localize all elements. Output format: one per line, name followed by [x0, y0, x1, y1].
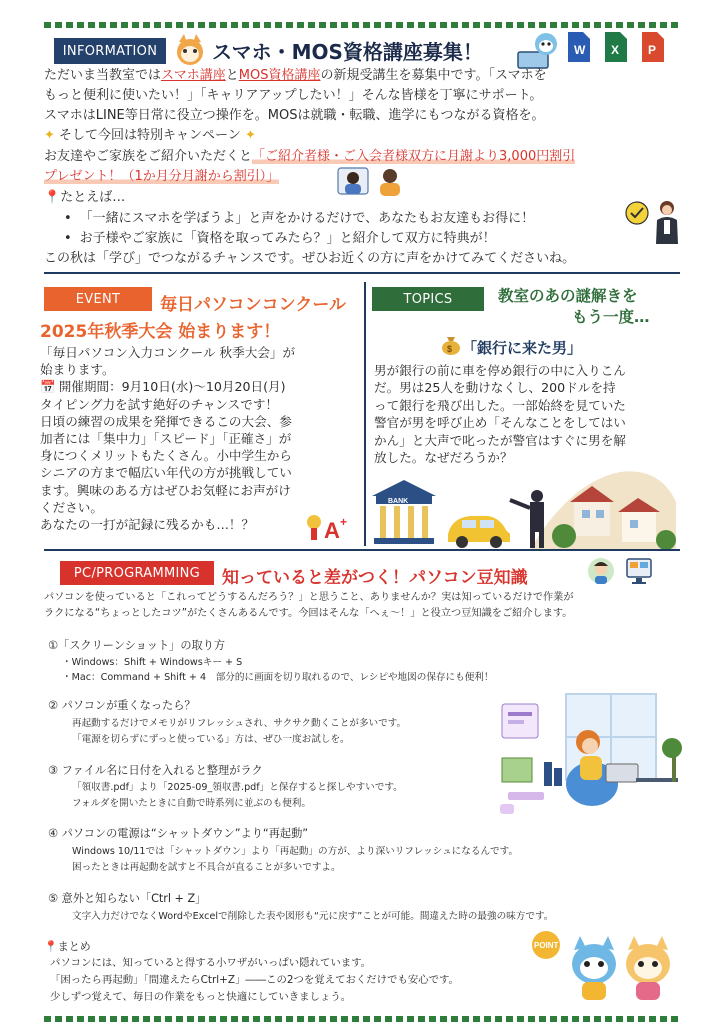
information-tag: INFORMATION	[54, 38, 166, 64]
information-bullet-1: • 「一緒にスマホを学ぼうよ」と声をかけるだけで、あなたもお友達もお得に！	[64, 211, 535, 226]
tip-2-line-2: 「電源を切らずにずっと使っている」方は、ぜひ一度お試しを。	[72, 734, 350, 745]
tip-4-line-2: 困ったときは再起動を試すと不具合が直ることが多いですよ。	[72, 862, 341, 873]
tip-3-title: ③ ファイル名に日付を入れると整理がラク	[48, 764, 263, 777]
summary-line-1: パソコンには、知っていると得する小ワザがいっぱい隠れています。	[50, 957, 372, 969]
boy-avatar-icon	[586, 556, 616, 590]
pc-intro-line-1: パソコンを使っていると「これってどうするんだろう？」と思うこと、ありませんか？実は知っているだけで作業が	[44, 592, 574, 603]
raccoon-mascot-icon	[174, 32, 206, 72]
information-bullet-2: • お子様やご家族に「資格を取ってみたら？」と紹介して双方に特典が！	[64, 231, 496, 246]
event-title-line-2: 2025年秋季大会 始まります！	[40, 322, 281, 342]
video-call-people-icon	[336, 164, 406, 202]
column-divider	[364, 282, 366, 546]
word-app-icon	[566, 30, 592, 68]
information-paragraph-line-2: もっと便利に使いたい！」「キャリアアップしたい！」そんな皆様を丁寧にサポート。	[44, 88, 543, 103]
information-example-label: 📍たとえば…	[44, 190, 126, 205]
summary-line-3: 少しずつ覚えて、毎日の作業をもっと快適にしていきましょう。	[50, 991, 352, 1003]
computer-monitor-icon	[624, 556, 654, 590]
businesswoman-illustration	[652, 198, 682, 254]
tip-1-line-2: ・Mac：Command + Shift + 4 部分的に画面を切り取れるので、レシピや地図の保存にも便利！	[62, 672, 494, 683]
svg-text:+: +	[340, 515, 348, 529]
pc-programming-tag: PC/PROGRAMMING	[60, 561, 214, 585]
information-paragraph-line-1: ただいま当教室ではスマホ講座とMOS資格講座の新規受講生を募集中です。「スマホを	[44, 68, 547, 83]
top-stripe-divider	[44, 22, 680, 28]
tip-2-title: ② パソコンが重くなったら？	[48, 699, 196, 712]
topics-subtitle: 「銀行に来た男」	[462, 339, 583, 357]
checkmark-icon	[624, 200, 650, 230]
calendar-icon: 📅	[40, 379, 56, 395]
bank-scene-illustration	[370, 462, 680, 556]
svg-text:A: A	[324, 518, 340, 543]
pin-icon: 📍	[44, 190, 61, 205]
powerpoint-app-icon	[640, 30, 666, 68]
pc-intro-line-2: ラクになる“ちょっとしたコツ”がたくさんあるんです。今回はそんな「へぇ～！」と役立つ豆知識をご紹介します。	[44, 608, 573, 619]
tip-4-title: ④ パソコンの電源は“シャットダウン”より“再起動”	[48, 827, 309, 840]
tip-5-title: ⑤ 意外と知らない「Ctrl + Z」	[48, 892, 207, 905]
svg-text:$: $	[447, 344, 453, 354]
event-tag: EVENT	[44, 287, 152, 311]
information-referral-line-2: プレゼント！（1か月分月謝から割引）」	[44, 169, 280, 184]
excel-app-icon	[603, 30, 629, 68]
svg-text:BANK: BANK	[388, 498, 409, 505]
pin-icon: 📍	[44, 940, 58, 953]
topics-tag: TOPICS	[372, 287, 484, 311]
svg-text:X: X	[611, 43, 620, 57]
point-badge-icon	[526, 930, 566, 964]
section-divider	[44, 549, 680, 551]
event-title-line-1: 毎日パソコンコンクール	[160, 295, 346, 315]
tip-3-line-1: 「領収書.pdf」より「2025-09_領収書.pdf」と保存すると探しやすいです。	[72, 782, 403, 793]
pc-programming-title: 知っていると差がつく！パソコン豆知識	[222, 568, 528, 588]
bottom-stripe-divider	[44, 1016, 680, 1022]
information-campaign-line: ✦ そして今回は特別キャンペーン ✦	[44, 128, 256, 143]
sparkle-icon: ✦	[244, 128, 256, 143]
information-referral-line-1: お友達やご家族をご紹介いただくと「ご紹介者様・ご入会者様双方に月謝より3,000円割引	[44, 149, 576, 164]
raccoon-mascots-illustration	[566, 934, 680, 1006]
summary-title: 📍まとめ	[44, 940, 91, 953]
tip-3-line-2: フォルダを開いたときに自動で時系列に並ぶのも便利。	[72, 798, 311, 809]
information-title: スマホ・MOS資格講座募集！	[212, 40, 483, 64]
woman-working-at-laptop-illustration	[496, 692, 682, 822]
svg-text:POINT: POINT	[534, 941, 559, 950]
tip-1-title: ①「スクリーンショット」の取り方	[48, 639, 226, 652]
money-bag-icon	[440, 334, 462, 360]
event-body: 「毎日パソコン入力コンクール 秋季大会」が 始まります。 📅 開催期間：9月10日(水)～10月20日(月) タイピング力を試す絶好のチャンスです！ 日頃の練習の成果を発揮できるこの大会、参 加者には「集中力」「スピード」「正確さ」が 身につくメリットもたくさん。小中学生から シニアの方まで幅広い年代の方が挑戦してい ます。興味のある方はぜひお気軽にお声がけ ください。 あなたの一打が記録に残るかも…！？	[40, 345, 296, 533]
information-closing-line: この秋は「学び」でつながるチャンスです。ぜひお近くの方に声をかけてみてくださいね。	[44, 251, 576, 266]
topics-body: 男が銀行の前に車を停め銀行の中に入りこん だ。男は25人を動けなくし、200ドルを持 って銀行を飛び出した。一部始終を見ていた 警官が男を呼び止め「そんなことをしてはい かん」と大声で叱ったが警官はすぐに男を解 放した。なぜだろうか？	[374, 363, 626, 466]
tip-1-line-1: ・Windows：Shift + Windowsキー + S	[62, 657, 243, 668]
tip-4-line-1: Windows 10/11では「シャットダウン」より「再起動」の方が、より深いリフレッシュになるんです。	[72, 846, 519, 857]
section-divider	[44, 272, 680, 274]
tip-5-line-1: 文字入力だけでなくWordやExcelで削除した表や図形も“元に戻す”ことが可能。間違えた時の最強の味方です。	[72, 911, 554, 922]
svg-text:W: W	[574, 43, 586, 57]
grade-a-plus-icon	[304, 510, 354, 548]
topics-title-line-1: 教室のあの謎解きを	[498, 287, 638, 305]
summary-line-2: 「困ったら再起動」「間違えたらCtrl+Z」――この2つを覚えておくだけでも安心です。	[50, 974, 459, 986]
topics-title-line-2: もう一度…	[572, 308, 650, 326]
tip-2-line-1: 再起動するだけでメモリがリフレッシュされ、サクサク動くことが多いです。	[72, 718, 407, 729]
sparkle-icon: ✦	[44, 128, 55, 143]
svg-text:P: P	[648, 43, 657, 57]
information-paragraph-line-3: スマホはLINE等日常に役立つ操作を。MOSは就職・転職、進学にもつながる資格を。	[44, 108, 545, 123]
